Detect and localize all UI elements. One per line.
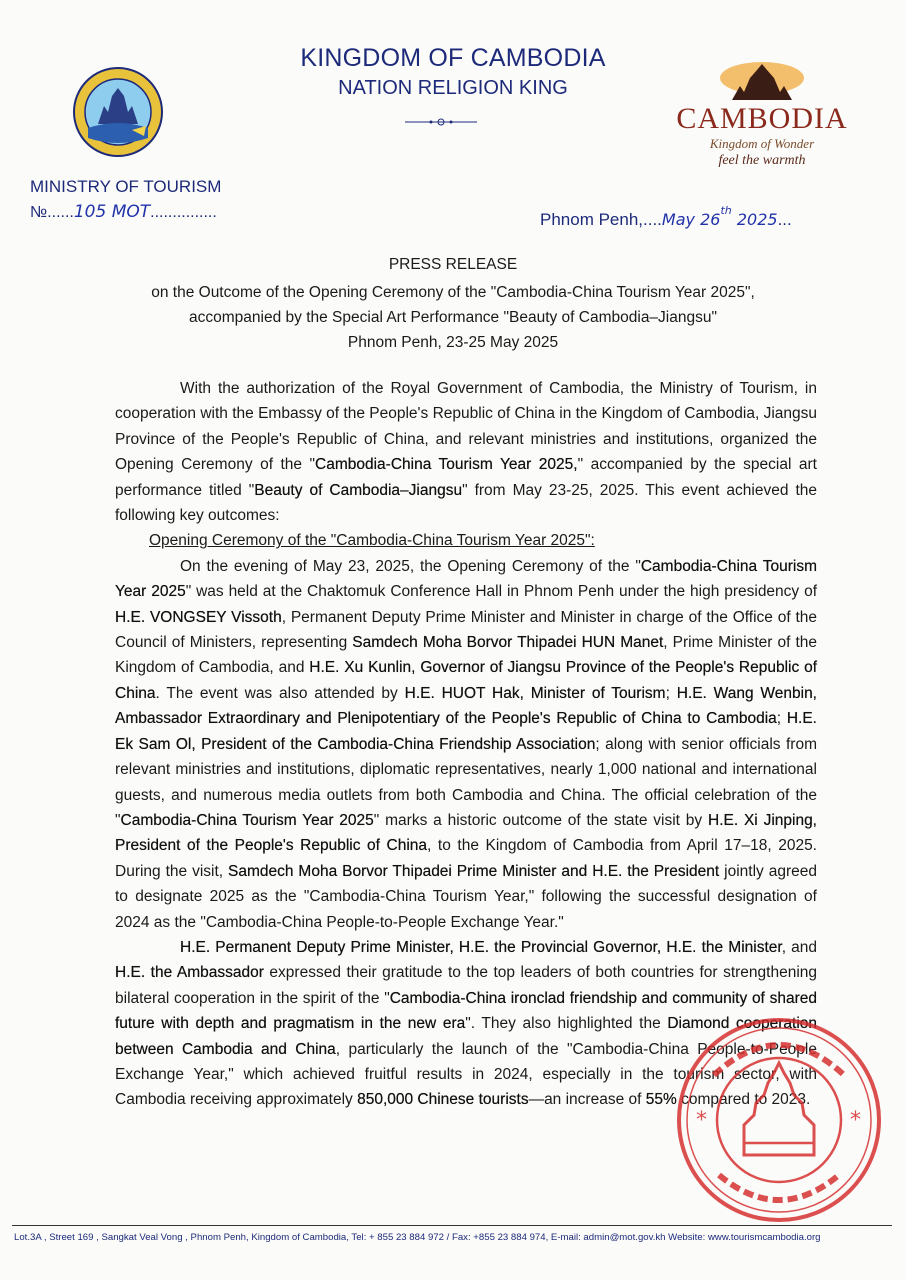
text-run: , Prime Minister of the Kingdom of Cambodia, and bbox=[115, 634, 817, 677]
press-release-place-date: Phnom Penh, 23-25 May 2025 bbox=[347, 334, 559, 351]
text-run: , to the Kingdom of Cambodia from April 17–18, 2025. During the visit, bbox=[115, 837, 817, 880]
bold-run: H.E. Permanent Deputy Prime Minister, H.E. the Provincial Governor, H.E. the Minister bbox=[180, 938, 782, 956]
bold-run: H.E. Wang Wenbin, Ambassador Extraordinary and Plenipotentiary of the People's Republic of China to Cambodia bbox=[115, 684, 817, 728]
place-date: Phnom Penh,....May 26th 2025... bbox=[540, 204, 792, 229]
press-release-title-line-1: on the Outcome of the Opening Ceremony of the "Cambodia-China Tourism Year 2025", bbox=[151, 284, 755, 301]
bold-run: Diamond cooperation between Cambodia and China bbox=[115, 1015, 818, 1058]
text-run: . The event was also attended by bbox=[155, 684, 405, 702]
bold-run: Beauty of Cambodia–Jiangsu bbox=[254, 481, 463, 499]
bold-run: H.E. Xi Jinping, President of the People's Republic of China bbox=[115, 811, 817, 855]
header-subtitle: NATION RELIGION KING bbox=[338, 77, 568, 99]
bold-run: Samdech Moha Borvor Thipadei Prime Minister and H.E. the President bbox=[228, 862, 720, 880]
subheading-text: Opening Ceremony of the "Cambodia-China Tourism Year 2025": bbox=[149, 532, 595, 550]
date-year: 2025 bbox=[731, 210, 778, 229]
press-release-title-line-2: accompanied by the Special Art Performance "Beauty of Cambodia–Jiangsu" bbox=[189, 309, 717, 326]
text-run: —an increase of bbox=[528, 1091, 646, 1109]
text-run: jointly agreed to designate 2025 as the "Cambodia-China Tourism Year," following the successful designation of 2024 as the "Cambodia-China People-to-People Exchange Year." bbox=[115, 862, 817, 931]
text-run: ; bbox=[776, 710, 787, 728]
date-handwritten: May 26 bbox=[661, 210, 721, 229]
bold-run: Cambodia-China Tourism Year 2025 bbox=[120, 811, 374, 829]
ministry-name: MINISTRY OF TOURISM bbox=[30, 177, 222, 196]
reference-number: №......105 MOT............... bbox=[30, 202, 217, 222]
bold-run: H.E. VONGSEY Vissoth bbox=[115, 608, 282, 626]
number-prefix: № bbox=[30, 204, 48, 221]
text-run: " was held at the Chaktomuk Conference Hall in Phnom Penh under the high presidency of bbox=[185, 583, 818, 601]
date-suffix: th bbox=[720, 204, 732, 217]
bold-run: Cambodia-China Tourism Year 2025, bbox=[315, 456, 578, 474]
ministry-of-tourism-seal-icon bbox=[72, 66, 164, 158]
text-run: expressed their gratitude to the top leaders of both countries for strengthening bilateral cooperation in the spirit of the " bbox=[115, 964, 818, 1007]
text-run: ; along with senior officials from relevant ministries and institutions, diplomatic representatives, nearly 1,000 national and international guests, and numerous media outlets from both Cambodia and China. The official celebration of the " bbox=[115, 735, 817, 829]
text-run: ; bbox=[665, 684, 677, 702]
ministry-red-stamp-icon bbox=[674, 1015, 884, 1225]
text-run: , and bbox=[781, 938, 817, 956]
text-run: With the authorization of the Royal Government of Cambodia, the Ministry of Tourism, in cooperation with the Embassy of the People's Republic of China in the Kingdom of Cambodia, Jiangsu Province of the People's Republic of China, and relevant ministries and institutions, organized the Opening Ceremony of the " bbox=[115, 380, 817, 474]
bold-run: 850,000 Chinese tourists bbox=[357, 1091, 529, 1109]
text-run: , particularly the launch of the "Cambodia-China People-to-People Exchange Year," which achieved fruitful results in 2024, especially in the tourism sector, with Cambodia receiving approximately bbox=[115, 1040, 817, 1109]
bold-run: Cambodia-China Tourism Year 2025 bbox=[115, 557, 817, 601]
bold-run: H.E. HUOT Hak, Minister of Tourism bbox=[404, 684, 666, 702]
paragraph-ceremony bbox=[115, 554, 817, 935]
document-body bbox=[115, 376, 817, 1113]
footer-divider bbox=[12, 1225, 892, 1226]
bold-run: Samdech Moha Borvor Thipadei HUN Manet bbox=[352, 634, 664, 652]
section-subheading bbox=[115, 528, 817, 553]
number-handwritten: 105 MOT bbox=[73, 202, 151, 222]
place-prefix: Phnom Penh, bbox=[540, 210, 644, 229]
text-run: ". They also highlighted the bbox=[465, 1015, 668, 1033]
bold-run: H.E. Xu Kunlin, Governor of Jiangsu Province of the People's Republic of China bbox=[115, 659, 817, 702]
bold-run: 55% bbox=[645, 1091, 677, 1109]
paragraph-intro bbox=[115, 376, 817, 528]
logo-tagline-wonder: Kingdom of Wonder bbox=[709, 136, 815, 151]
svg-text:*: * bbox=[850, 1108, 861, 1133]
text-run: compared to 2023. bbox=[676, 1091, 811, 1109]
logo-tagline-warmth: feel the warmth bbox=[718, 153, 806, 168]
logo-wordmark: CAMBODIA bbox=[676, 102, 848, 135]
bold-run: Cambodia-China ironclad friendship and community of shared future with depth and pragmatism in the new era bbox=[115, 989, 817, 1033]
text-run: " from May 23-25, 2025. This event achieved the following key outcomes: bbox=[115, 481, 817, 525]
bold-run: H.E. the Ambassador bbox=[115, 964, 264, 982]
header-title: KINGDOM OF CAMBODIA bbox=[300, 44, 606, 72]
text-run: , Permanent Deputy Prime Minister and Minister in charge of the Office of the Council of Ministers, representing bbox=[115, 608, 818, 652]
bold-run: H.E. Ek Sam Ol, President of the Cambodia-China Friendship Association bbox=[115, 710, 817, 753]
text-run: " marks a historic outcome of the state visit by bbox=[373, 811, 708, 829]
press-release-heading: PRESS RELEASE bbox=[388, 256, 518, 273]
svg-text:*: * bbox=[696, 1108, 707, 1133]
footer-contact: Lot.3A , Street 169 , Sangkat Veal Vong , Phnom Penh, Kingdom of Cambodia, Tel: + 855 23 884 972 / Fax: +855 23 884 974, E-mail: admin@mot.gov.kh Website: www.tourismcambodia.org bbox=[14, 1232, 821, 1243]
text-run: On the evening of May 23, 2025, the Opening Ceremony of the " bbox=[180, 557, 641, 575]
ornament-divider-icon bbox=[405, 116, 477, 128]
text-run: " accompanied by the special art performance titled " bbox=[115, 456, 817, 499]
